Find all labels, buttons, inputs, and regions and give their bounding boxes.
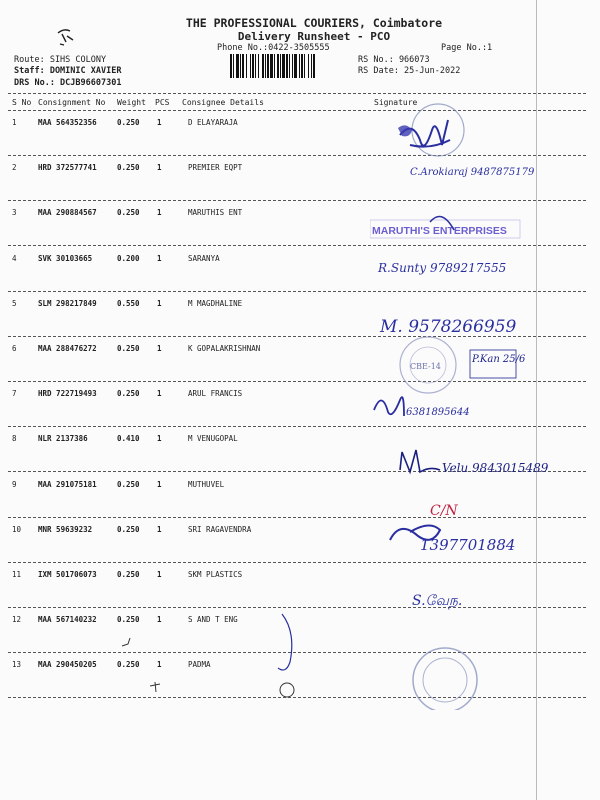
row-weight: 0.250 [117,389,140,399]
row-consignment: MAA 564352356 [38,118,97,127]
svg-text:CBE-14: CBE-14 [410,362,441,371]
row-sno: 4 [12,253,17,263]
row-consignee: MARUTHIS ENT [188,208,243,218]
row-weight: 0.250 [117,118,140,127]
col-sno: S No [12,98,32,107]
row-consignee: M VENUGOPAL [188,434,238,444]
barcode-icon [230,54,352,78]
svg-text:6381895644: 6381895644 [406,407,470,418]
row-weight: 0.410 [117,434,140,444]
row-consignment: SVK 30103665 [38,253,93,263]
row-weight: 0.250 [117,524,140,534]
row-pcs: 1 [157,298,162,308]
row-pcs: 1 [157,615,162,625]
row-weight: 0.550 [117,298,140,308]
row-pcs: 1 [157,344,162,353]
row8-signature [400,450,549,475]
row7-signature [374,397,470,418]
col-consignee: Consignee Details [182,98,264,107]
row-sno: 1 [12,118,17,127]
row-pcs: 1 [157,570,162,579]
row-pcs: 1 [157,660,162,670]
row-consignee: MUTHUVEL [188,479,225,489]
row-consignee: S AND T ENG [188,615,238,625]
row-weight: 0.250 [117,660,140,670]
row-sno: 7 [12,389,17,399]
row-consignment: IXM 501706073 [38,570,97,579]
row-sno: 2 [12,163,17,173]
row-consignment: MAA 290450205 [38,660,97,670]
row-sno: 5 [12,298,17,308]
row2-signature [410,167,550,194]
row-consignment: HRD 372577741 [38,163,97,173]
document-title: Delivery Runsheet - PCO [237,30,391,43]
svg-text:1397701884: 1397701884 [420,536,516,554]
row-pcs: 1 [157,208,162,218]
row5-signature [379,317,517,337]
col-consignment: Consignment No [38,98,106,107]
row-consignee: M MAGDHALINE [188,298,243,308]
row1-signature [398,104,464,156]
drs-number: DRS No.: DCJB96607301 [14,78,122,88]
row-weight: 0.250 [117,570,140,579]
col-weight: Weight [117,98,146,107]
row10-signature [390,503,515,554]
row-consignment: NLR 2137386 [38,434,88,444]
row-pcs: 1 [157,434,162,444]
svg-text:P.Kan 25/6: P.Kan 25/6 [472,354,526,365]
row-weight: 0.200 [117,253,140,263]
row-sno: 10 [12,524,22,534]
svg-text:MARUTHI'S ENTERPRISES: MARUTHI'S ENTERPRISES [372,225,507,237]
row11-signature [412,593,462,610]
row-sno: 12 [12,615,22,625]
rs-date: RS Date: 25-Jun-2022 [358,66,461,76]
row-consignee: SARANYA [188,253,220,263]
row-pcs: 1 [157,253,162,263]
col-signature: Signature [374,98,418,107]
header-rule-top [8,93,586,94]
row-pcs: 1 [157,163,162,173]
row-sno: 13 [12,660,22,670]
row-consignment: MAA 288476272 [38,344,97,353]
svg-text:C/N: C/N [430,503,458,519]
row-sno: 9 [12,479,17,489]
row-consignment: HRD 722719493 [38,389,97,399]
row-consignment: MAA 291075181 [38,479,97,489]
row-consignment: SLM 298217849 [38,298,97,308]
company-name: THE PROFESSIONAL COURIERS, Coimbatore [185,16,443,30]
row-weight: 0.250 [117,615,140,625]
row-consignee: PADMA [188,660,211,670]
row-sno: 3 [12,208,17,218]
row-pcs: 1 [157,118,162,127]
col-pcs: PCS [155,98,170,107]
row-weight: 0.250 [117,208,140,218]
svg-text:Velu 9843015489: Velu 9843015489 [442,461,549,475]
route-label: Route: SIHS COLONY [14,55,107,65]
row4-signature [377,261,506,275]
row-weight: 0.250 [117,344,140,353]
page-number: Page No.:1 [441,43,493,53]
row-pcs: 1 [157,389,162,399]
svg-text:R.Sunty 9789217555: R.Sunty 9789217555 [378,261,507,275]
row-consignee: K GOPALAKRISHNAN [188,344,261,353]
svg-text:C.Arokiaraj 9487875179: C.Arokiaraj 9487875179 [410,167,535,178]
row3-stamp [370,217,520,238]
row-consignee: D ELAYARAJA [188,118,238,127]
row13-stamp [370,620,477,710]
rs-number: RS No.: 966073 [358,55,430,65]
row-weight: 0.250 [117,163,140,173]
row-consignee: ARUL FRANCIS [188,389,243,399]
row-pcs: 1 [157,524,162,534]
row-consignee: SRI RAGAVENDRA [188,524,252,534]
row-weight: 0.250 [117,479,140,489]
pen-marks [100,612,300,712]
row-sno: 8 [12,434,17,444]
phone-number: Phone No.:0422-3505555 [217,43,330,53]
staff-label: Staff: DOMINIC XAVIER [14,66,122,76]
row-consignee: SKM PLASTICS [188,570,243,579]
row-sno: 6 [12,344,17,353]
row-sno: 11 [12,570,22,579]
row6-stamp [400,337,526,393]
svg-text:M. 9578266959: M. 9578266959 [380,317,517,337]
svg-text:S.வேந.: S.வேந. [412,593,463,609]
row-consignment: MAA 290884567 [38,208,97,218]
row-consignment: MNR 59639232 [38,524,93,534]
signatures-area [370,100,590,710]
row-pcs: 1 [157,479,162,489]
row-consignment: MAA 567140232 [38,615,97,625]
row-consignee: PREMIER EQPT [188,163,243,173]
